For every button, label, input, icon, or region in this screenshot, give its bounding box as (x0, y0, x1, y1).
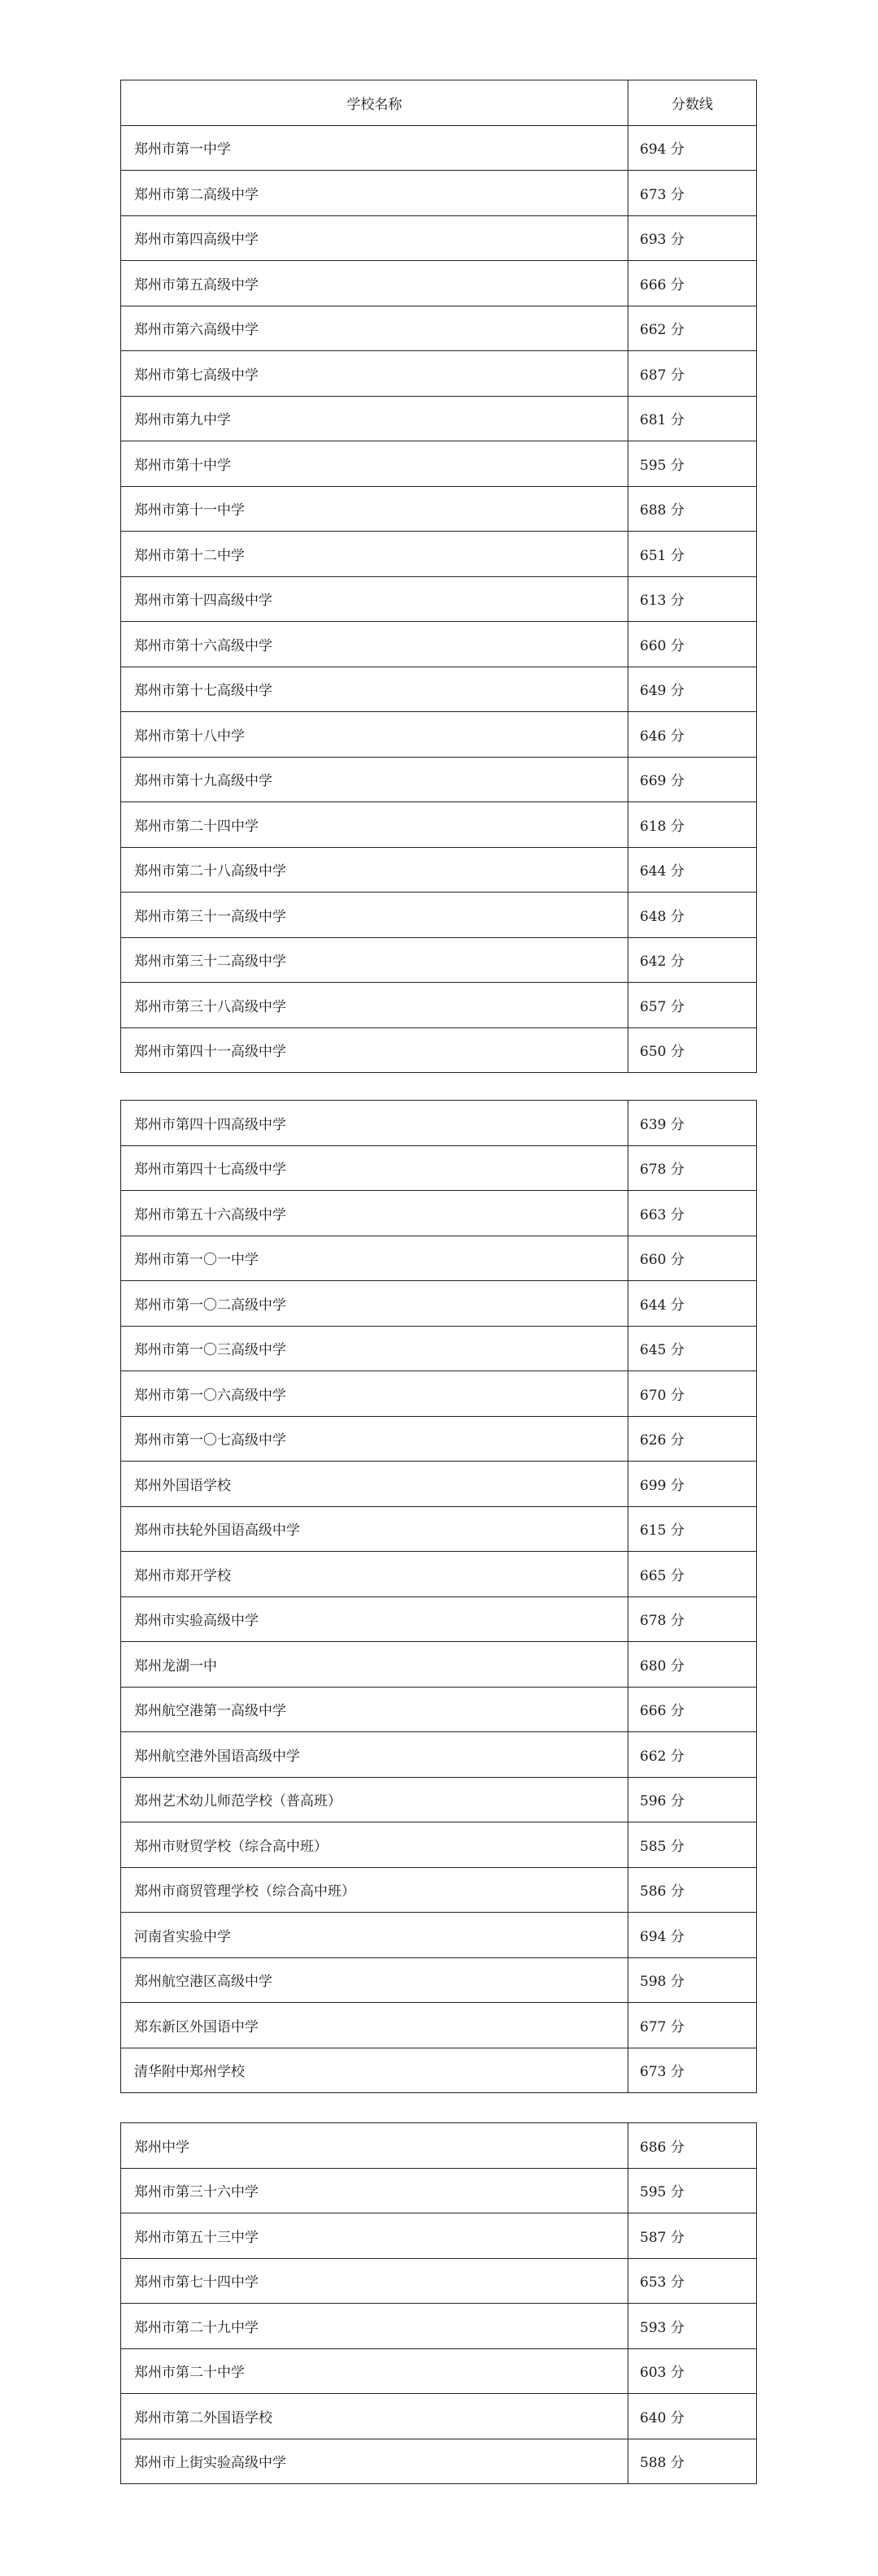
score-unit: 分 (670, 1342, 685, 1359)
score-unit: 分 (670, 773, 685, 790)
table-row (121, 667, 757, 712)
table-row (121, 1687, 757, 1732)
score-value: 648 (640, 908, 667, 925)
school-name-cell: 郑州市第十六高级中学 (121, 622, 628, 667)
table-row (121, 215, 757, 261)
score-value: 651 (640, 547, 667, 564)
score-cell (628, 1326, 757, 1371)
score-unit: 分 (670, 457, 685, 474)
school-name-cell: 郑州市财贸学校（综合高中班） (121, 1822, 628, 1868)
score-cell (628, 1777, 757, 1822)
score-value: 593 (640, 2319, 667, 2336)
score-unit: 分 (670, 1044, 685, 1061)
school-name-cell: 郑州市第四十七高级中学 (121, 1145, 628, 1191)
table-row (121, 1642, 757, 1688)
school-name-cell: 清华附中郑州学校 (121, 2048, 628, 2093)
score-value: 660 (640, 1252, 667, 1269)
score-value: 595 (640, 457, 667, 474)
score-cell (628, 983, 757, 1028)
score-value: 673 (640, 2064, 667, 2081)
score-unit: 分 (670, 186, 685, 203)
school-name-cell: 郑州市第二高级中学 (121, 171, 628, 216)
score-unit: 分 (670, 683, 685, 700)
score-value: 649 (640, 683, 667, 700)
school-name-cell: 郑州市第五十三中学 (121, 2213, 628, 2259)
table-row (121, 1416, 757, 1462)
header-school-name: 学校名称 (121, 80, 628, 126)
score-cell (628, 1732, 757, 1778)
score-value: 693 (640, 232, 667, 249)
table-row (121, 261, 757, 306)
score-unit: 分 (670, 1883, 685, 1901)
score-cell (628, 893, 757, 938)
score-cell (628, 1101, 757, 1146)
table-row (121, 1191, 757, 1236)
score-unit: 分 (670, 1477, 685, 1494)
score-cell (628, 1236, 757, 1281)
school-name-cell: 郑州市第六高级中学 (121, 306, 628, 351)
score-unit: 分 (670, 1432, 685, 1449)
score-cell (628, 171, 757, 216)
table-row (121, 171, 757, 216)
score-cell (628, 1596, 757, 1642)
school-name-cell: 郑州市第四十一高级中学 (121, 1027, 628, 1073)
table-row (121, 486, 757, 532)
school-name-cell: 郑州市第十四高级中学 (121, 576, 628, 622)
school-name-cell: 郑州艺术幼儿师范学校（普高班） (121, 1777, 628, 1822)
score-value: 669 (640, 773, 667, 790)
header-score-line: 分数线 (628, 80, 757, 126)
score-cell (628, 1416, 757, 1462)
score-value: 644 (640, 863, 667, 880)
score-value: 615 (640, 1523, 667, 1540)
score-unit: 分 (670, 863, 685, 880)
school-name-cell: 郑州市第一〇二高级中学 (121, 1281, 628, 1327)
score-value: 645 (640, 1342, 667, 1359)
score-cell (628, 2304, 757, 2349)
school-name-cell: 郑州市第十一中学 (121, 486, 628, 532)
school-name-cell: 郑州外国语学校 (121, 1462, 628, 1507)
score-cell (628, 532, 757, 577)
score-value: 588 (640, 2455, 667, 2472)
table-row (121, 2048, 757, 2093)
table-row (121, 1236, 757, 1281)
score-unit: 分 (670, 1748, 685, 1765)
score-value: 666 (640, 1703, 667, 1720)
school-name-cell: 郑州市第三十六中学 (121, 2168, 628, 2213)
table-row (121, 2168, 757, 2213)
score-table-part-1 (120, 80, 757, 1073)
score-value: 663 (640, 1206, 667, 1223)
score-cell (628, 1687, 757, 1732)
score-cell (628, 937, 757, 983)
school-name-cell: 郑州市郑开学校 (121, 1552, 628, 1597)
score-cell (628, 2394, 757, 2439)
table-row (121, 1326, 757, 1371)
table-row (121, 306, 757, 351)
score-value: 687 (640, 367, 667, 384)
school-name-cell: 郑州市第一中学 (121, 125, 628, 171)
table-row (121, 1822, 757, 1868)
score-unit: 分 (670, 1206, 685, 1223)
school-name-cell: 郑州市第一〇三高级中学 (121, 1326, 628, 1371)
score-cell (628, 1642, 757, 1688)
score-cell (628, 1371, 757, 1417)
table-row (121, 396, 757, 441)
score-unit: 分 (670, 322, 685, 339)
score-value: 694 (640, 141, 667, 159)
score-unit: 分 (670, 412, 685, 429)
table-row (121, 1101, 757, 1146)
score-cell (628, 1913, 757, 1958)
table-header-row (121, 80, 757, 126)
school-name-cell: 郑东新区外国语中学 (121, 2003, 628, 2048)
score-value: 585 (640, 1838, 667, 1855)
score-cell (628, 1462, 757, 1507)
score-value: 660 (640, 637, 667, 654)
score-unit: 分 (670, 1523, 685, 1540)
table-row (121, 2258, 757, 2304)
score-value: 662 (640, 322, 667, 339)
school-name-cell: 郑州市第二十中学 (121, 2348, 628, 2394)
school-name-cell: 郑州市第五高级中学 (121, 261, 628, 306)
score-unit: 分 (670, 1974, 685, 1991)
table-row (121, 1281, 757, 1327)
school-name-cell: 郑州市第四十四高级中学 (121, 1101, 628, 1146)
score-unit: 分 (670, 998, 685, 1015)
score-cell (628, 1867, 757, 1913)
score-value: 642 (640, 954, 667, 971)
score-value: 678 (640, 1162, 667, 1179)
table-row (121, 1506, 757, 1552)
score-value: 665 (640, 1567, 667, 1584)
school-name-cell: 郑州市第三十一高级中学 (121, 893, 628, 938)
score-value: 662 (640, 1748, 667, 1765)
school-name-cell: 郑州市第二十四中学 (121, 802, 628, 848)
score-unit: 分 (670, 2274, 685, 2291)
score-value: 603 (640, 2365, 667, 2382)
table-row (121, 712, 757, 758)
table-row (121, 847, 757, 893)
table-row (121, 893, 757, 938)
score-unit: 分 (670, 2139, 685, 2156)
score-value: 686 (640, 2139, 667, 2156)
score-unit: 分 (670, 232, 685, 249)
school-name-cell: 郑州龙湖一中 (121, 1642, 628, 1688)
score-cell (628, 1506, 757, 1552)
school-name-cell: 郑州市扶轮外国语高级中学 (121, 1506, 628, 1552)
score-table-part-3 (120, 2122, 757, 2484)
school-name-cell: 郑州市第四高级中学 (121, 215, 628, 261)
score-value: 688 (640, 502, 667, 519)
score-unit: 分 (670, 1928, 685, 1945)
school-name-cell: 郑州航空港区高级中学 (121, 1957, 628, 2003)
table-row (121, 441, 757, 487)
score-cell (628, 1145, 757, 1191)
score-unit: 分 (670, 728, 685, 745)
table-row (121, 983, 757, 1028)
table-row (121, 1867, 757, 1913)
score-cell (628, 1957, 757, 2003)
score-unit: 分 (670, 2229, 685, 2246)
school-name-cell: 郑州市第十八中学 (121, 712, 628, 758)
table-row (121, 125, 757, 171)
table-row (121, 351, 757, 397)
score-cell (628, 215, 757, 261)
score-cell (628, 576, 757, 622)
score-value: 639 (640, 1116, 667, 1133)
score-value: 640 (640, 2409, 667, 2426)
school-name-cell: 河南省实验中学 (121, 1913, 628, 1958)
table-row (121, 622, 757, 667)
score-unit: 分 (670, 1657, 685, 1675)
score-unit: 分 (670, 2319, 685, 2336)
score-cell (628, 1552, 757, 1597)
score-value: 586 (640, 1883, 667, 1901)
score-cell (628, 802, 757, 848)
score-table-part-2 (120, 1100, 757, 2093)
score-cell (628, 1191, 757, 1236)
table-row (121, 2213, 757, 2259)
score-unit: 分 (670, 1252, 685, 1269)
score-unit: 分 (670, 141, 685, 159)
school-name-cell: 郑州市第九中学 (121, 396, 628, 441)
school-name-cell: 郑州市第二十九中学 (121, 2304, 628, 2349)
score-value: 613 (640, 593, 667, 610)
score-value: 673 (640, 186, 667, 203)
score-unit: 分 (670, 908, 685, 925)
score-cell (628, 847, 757, 893)
school-name-cell: 郑州航空港第一高级中学 (121, 1687, 628, 1732)
score-cell (628, 2003, 757, 2048)
school-name-cell: 郑州市第二外国语学校 (121, 2394, 628, 2439)
score-unit: 分 (670, 502, 685, 519)
school-name-cell: 郑州市第三十八高级中学 (121, 983, 628, 1028)
score-value: 677 (640, 2018, 667, 2035)
score-value: 678 (640, 1613, 667, 1630)
score-cell (628, 2348, 757, 2394)
score-value: 595 (640, 2184, 667, 2201)
score-cell (628, 351, 757, 397)
score-unit: 分 (670, 2455, 685, 2472)
score-cell (628, 441, 757, 487)
score-cell (628, 486, 757, 532)
score-cell (628, 261, 757, 306)
table-row (121, 1732, 757, 1778)
table-row (121, 1957, 757, 2003)
score-cell (628, 306, 757, 351)
score-unit: 分 (670, 1567, 685, 1584)
score-value: 650 (640, 1044, 667, 1061)
score-unit: 分 (670, 2184, 685, 2201)
school-name-cell: 郑州市第七十四中学 (121, 2258, 628, 2304)
score-unit: 分 (670, 593, 685, 610)
table-row (121, 937, 757, 983)
table-row (121, 1596, 757, 1642)
score-value: 670 (640, 1387, 667, 1404)
score-value: 694 (640, 1928, 667, 1945)
score-unit: 分 (670, 1387, 685, 1404)
score-unit: 分 (670, 2409, 685, 2426)
table-row (121, 1913, 757, 1958)
table-row (121, 2123, 757, 2169)
table-row (121, 1777, 757, 1822)
table-row (121, 2348, 757, 2394)
score-unit: 分 (670, 2365, 685, 2382)
school-name-cell: 郑州市第十九高级中学 (121, 757, 628, 802)
score-unit: 分 (670, 637, 685, 654)
table-row (121, 802, 757, 848)
score-unit: 分 (670, 1162, 685, 1179)
school-name-cell: 郑州航空港外国语高级中学 (121, 1732, 628, 1778)
score-cell (628, 396, 757, 441)
score-unit: 分 (670, 1116, 685, 1133)
score-value: 681 (640, 412, 667, 429)
score-cell (628, 1281, 757, 1327)
score-unit: 分 (670, 1793, 685, 1810)
score-value: 699 (640, 1477, 667, 1494)
score-unit: 分 (670, 2064, 685, 2081)
school-name-cell: 郑州市第十二中学 (121, 532, 628, 577)
score-unit: 分 (670, 818, 685, 835)
score-cell (628, 712, 757, 758)
table-row (121, 757, 757, 802)
score-unit: 分 (670, 954, 685, 971)
table-row (121, 2304, 757, 2349)
score-cell (628, 1822, 757, 1868)
score-cell (628, 2168, 757, 2213)
table-row (121, 1371, 757, 1417)
table-row (121, 2394, 757, 2439)
score-cell (628, 2213, 757, 2259)
score-value: 653 (640, 2274, 667, 2291)
score-value: 587 (640, 2229, 667, 2246)
school-name-cell: 郑州中学 (121, 2123, 628, 2169)
score-cell (628, 2123, 757, 2169)
table-row (121, 1145, 757, 1191)
score-cell (628, 2439, 757, 2484)
table-row (121, 2439, 757, 2484)
school-name-cell: 郑州市第三十二高级中学 (121, 937, 628, 983)
school-name-cell: 郑州市第七高级中学 (121, 351, 628, 397)
score-cell (628, 757, 757, 802)
score-cell (628, 1027, 757, 1073)
score-cell (628, 667, 757, 712)
score-value: 666 (640, 276, 667, 293)
score-value: 596 (640, 1793, 667, 1810)
school-name-cell: 郑州市第一〇六高级中学 (121, 1371, 628, 1417)
score-value: 618 (640, 818, 667, 835)
score-value: 644 (640, 1297, 667, 1314)
score-value: 626 (640, 1432, 667, 1449)
score-unit: 分 (670, 276, 685, 293)
score-value: 657 (640, 998, 667, 1015)
table-row (121, 532, 757, 577)
school-name-cell: 郑州市商贸管理学校（综合高中班） (121, 1867, 628, 1913)
score-value: 598 (640, 1974, 667, 1991)
score-unit: 分 (670, 367, 685, 384)
school-name-cell: 郑州市实验高级中学 (121, 1596, 628, 1642)
score-cell (628, 622, 757, 667)
score-unit: 分 (670, 2018, 685, 2035)
table-row (121, 1462, 757, 1507)
score-unit: 分 (670, 1613, 685, 1630)
school-name-cell: 郑州市第十中学 (121, 441, 628, 487)
score-unit: 分 (670, 1297, 685, 1314)
table-row (121, 1027, 757, 1073)
score-value: 680 (640, 1657, 667, 1675)
table-row (121, 1552, 757, 1597)
table-row (121, 2003, 757, 2048)
score-cell (628, 125, 757, 171)
score-unit: 分 (670, 1703, 685, 1720)
score-cell (628, 2048, 757, 2093)
school-name-cell: 郑州市第一〇七高级中学 (121, 1416, 628, 1462)
school-name-cell: 郑州市第十七高级中学 (121, 667, 628, 712)
school-name-cell: 郑州市第一〇一中学 (121, 1236, 628, 1281)
table-row (121, 576, 757, 622)
school-name-cell: 郑州市第五十六高级中学 (121, 1191, 628, 1236)
score-unit: 分 (670, 1838, 685, 1855)
school-name-cell: 郑州市第二十八高级中学 (121, 847, 628, 893)
score-cell (628, 2258, 757, 2304)
score-value: 646 (640, 728, 667, 745)
score-unit: 分 (670, 547, 685, 564)
school-name-cell: 郑州市上街实验高级中学 (121, 2439, 628, 2484)
